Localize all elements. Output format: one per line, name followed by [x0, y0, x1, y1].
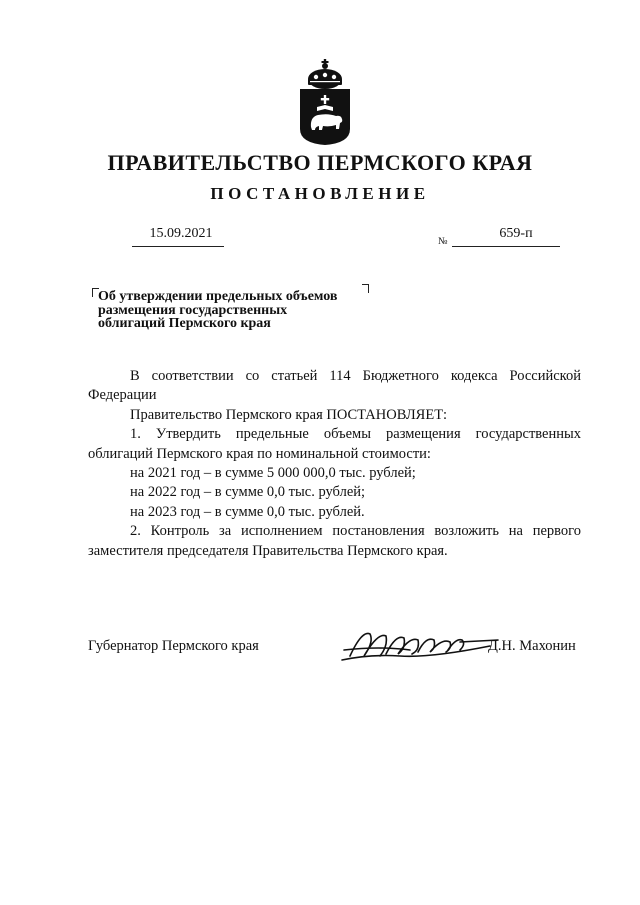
coat-of-arms-icon: [296, 55, 354, 147]
document-type: ПОСТАНОВЛЕНИЕ: [210, 184, 430, 203]
document-subject: [98, 290, 378, 331]
subject-line: размещения государственных: [98, 302, 288, 318]
body-paragraph: на 2021 год – в сумме 5 000 000,0 тыс. рублей;: [130, 465, 416, 482]
body-paragraph: 2. Контроль за исполнением постановления возложить на первого заместителя председателя Правительства Пермского края.: [88, 523, 581, 559]
organization-title: ПРАВИТЕЛЬСТВО ПЕРМСКОГО КРАЯ: [107, 150, 533, 175]
number-sign: №: [438, 236, 448, 247]
signatory-title: Губернатор Пермского края: [88, 638, 259, 654]
document-date: 15.09.2021: [149, 226, 213, 241]
body-paragraph: В соответствии со статьей 114 Бюджетного кодекса Российской Федерации: [88, 368, 581, 404]
document-number: 659-п: [499, 226, 533, 241]
number-underline: [452, 246, 560, 247]
body-paragraph: 1. Утвердить предельные объемы размещения государственных облигаций Пермского края по номинальной стоимости:: [88, 426, 581, 462]
document-body: [88, 367, 581, 561]
body-paragraph: на 2022 год – в сумме 0,0 тыс. рублей;: [130, 484, 366, 501]
subject-line: облигаций Пермского края: [98, 316, 271, 331]
body-paragraph: на 2023 год – в сумме 0,0 тыс. рублей.: [130, 503, 365, 520]
date-underline: [132, 246, 224, 247]
body-paragraph: Правительство Пермского края ПОСТАНОВЛЯЕТ:: [130, 406, 448, 423]
subject-line: Об утверждении предельных объемов: [98, 289, 338, 304]
handwritten-signature: [340, 620, 500, 668]
signatory-name: Д.Н. Махонин: [488, 638, 576, 654]
